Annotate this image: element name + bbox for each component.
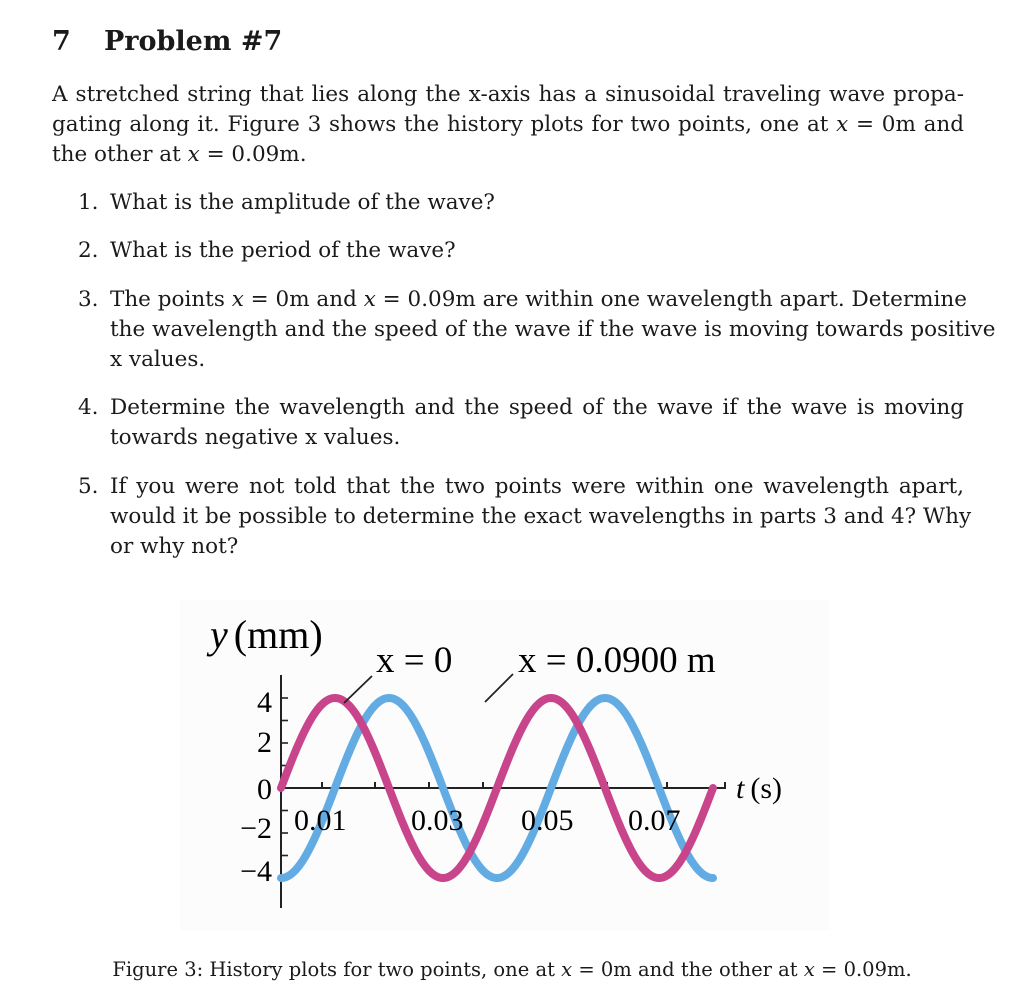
section-title: Problem #7	[104, 26, 283, 57]
history-plot-figure	[180, 600, 830, 930]
x-tick-label-0.05: 0.05	[521, 804, 574, 837]
question-number: 5.	[78, 474, 99, 499]
y-tick-label-neg4: −4	[240, 855, 272, 888]
question-text-line-1: The points x = 0m and x = 0.09m are within one wavelength apart. Determine	[110, 287, 967, 312]
intro-line-3: the other at x = 0.09m.	[52, 142, 307, 167]
question-2	[78, 236, 964, 266]
y-tick-label-2: 2	[257, 726, 272, 759]
question-text-line-2: towards negative x values.	[110, 425, 401, 450]
y-tick-label-4: 4	[257, 686, 272, 719]
question-text-line-3: x values.	[110, 347, 206, 372]
section-number: 7	[52, 26, 71, 57]
problem-intro	[52, 80, 964, 170]
question-text-line-2: the wavelength and the speed of the wave if the wave is moving towards positive	[110, 317, 996, 342]
question-text: What is the amplitude of the wave?	[110, 190, 495, 215]
annotation-x-0: x = 0	[376, 640, 453, 681]
intro-line-2: gating along it. Figure 3 shows the history plots for two points, one at x = 0m and	[52, 112, 965, 137]
x-tick-label-0.03: 0.03	[411, 804, 464, 837]
figure-caption: Figure 3: History plots for two points, one at x = 0m and the other at x = 0.09m.	[112, 958, 912, 981]
question-3	[78, 285, 996, 375]
section-heading	[52, 26, 282, 57]
question-number: 1.	[78, 190, 99, 215]
x-tick-label-0.07: 0.07	[628, 804, 681, 837]
annotation-x-0.0900m: x = 0.0900 m	[518, 640, 716, 681]
y-tick-label-0: 0	[257, 773, 272, 806]
question-number: 3.	[78, 287, 99, 312]
question-text-line-3: or why not?	[110, 534, 239, 559]
question-text-line-1: Determine the wavelength and the speed of the wave if the wave is moving	[110, 395, 964, 420]
question-number: 2.	[78, 238, 99, 263]
y-axis-label: y (mm)	[210, 612, 323, 657]
question-text-line-2: would it be possible to determine the exact wavelengths in parts 3 and 4? Why	[110, 504, 972, 529]
intro-line-1: A stretched string that lies along the x-axis has a sinusoidal traveling wave propa-	[52, 82, 964, 107]
question-text: What is the period of the wave?	[110, 238, 456, 263]
question-5	[78, 472, 972, 562]
question-1	[78, 188, 964, 218]
question-text-line-1: If you were not told that the two points were within one wavelength apart,	[110, 474, 964, 499]
history-plot	[180, 600, 830, 930]
question-number: 4.	[78, 395, 99, 420]
y-tick-label-neg2: −2	[240, 812, 272, 845]
question-4	[78, 393, 964, 453]
x-tick-label-0.01: 0.01	[294, 804, 347, 837]
x-axis-label: t (s)	[736, 772, 782, 805]
